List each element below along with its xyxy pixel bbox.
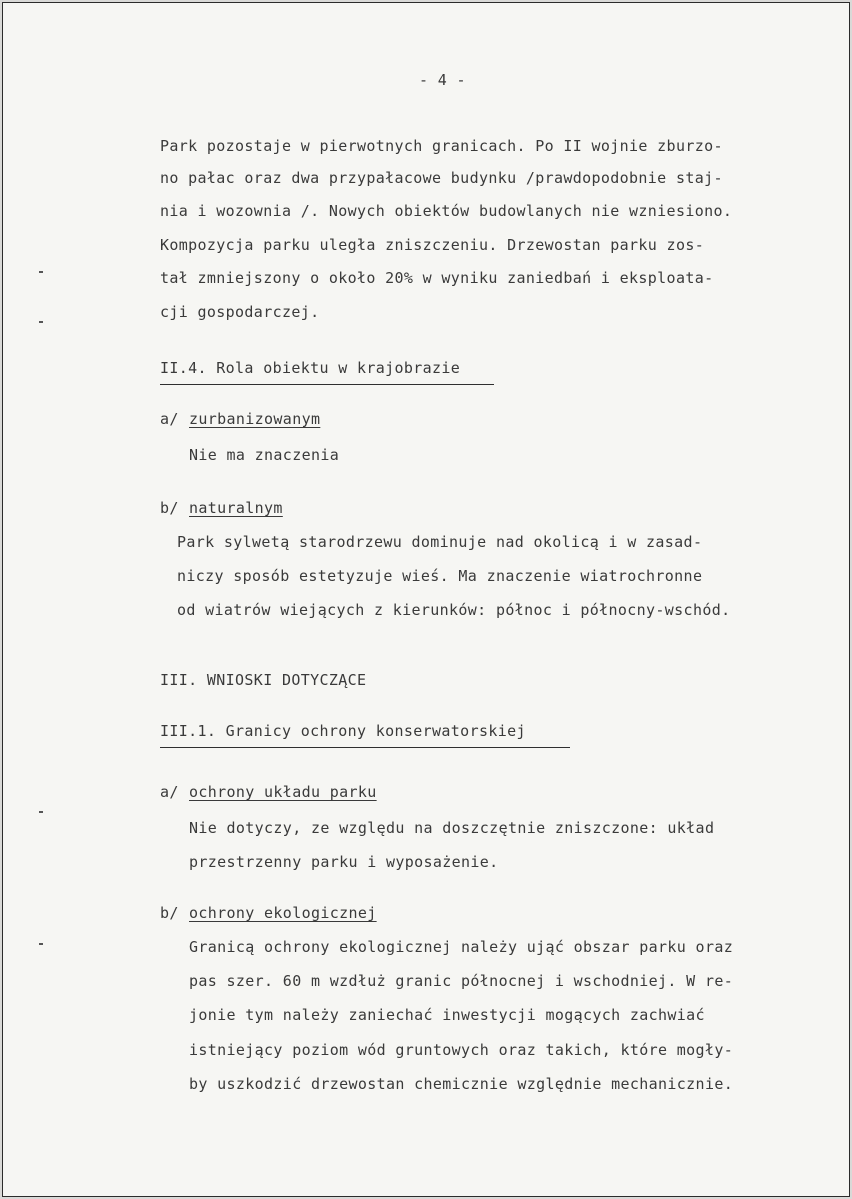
item-label: zurbanizowanym xyxy=(189,410,321,428)
item-marker: b/ xyxy=(160,499,179,517)
heading-underline xyxy=(160,384,494,385)
paragraph-line: tał zmniejszony o około 20% w wyniku zaniedbań i eksploata- xyxy=(160,269,714,287)
item-text: Nie ma znaczenia xyxy=(189,446,340,464)
margin-mark xyxy=(39,271,43,273)
page-number: - 4 - xyxy=(419,71,466,89)
item-label: ochrony układu parku xyxy=(189,783,377,801)
item-text-line: Granicą ochrony ekologicznej należy ująć obszar parku oraz xyxy=(189,938,734,956)
item-text-line: by uszkodzić drzewostan chemicznie względnie mechanicznie. xyxy=(189,1075,734,1093)
paragraph-line: Park pozostaje w pierwotnych granicach. Po II wojnie zburzo- xyxy=(160,137,723,155)
section-heading: II.4. Rola obiektu w krajobrazie xyxy=(160,359,461,377)
item-marker: b/ xyxy=(160,904,179,922)
paragraph-line: cji gospodarczej. xyxy=(160,303,320,321)
heading-underline xyxy=(160,747,570,748)
sub-heading: III.1. Granicy ochrony konserwatorskiej xyxy=(160,722,526,740)
document-page xyxy=(2,2,850,1197)
item-text-line: Park sylwetą starodrzewu dominuje nad okolicą i w zasad- xyxy=(177,533,703,551)
item-text-line: Nie dotyczy, ze względu na doszczętnie zniszczone: układ xyxy=(189,819,715,837)
item-marker: a/ xyxy=(160,783,179,801)
paragraph-line: no pałac oraz dwa przypałacowe budynku /prawdopodobnie staj- xyxy=(160,169,723,187)
paragraph-line: nia i wozownia /. Nowych obiektów budowlanych nie wzniesiono. xyxy=(160,202,733,220)
item-text-line: od wiatrów wiejących z kierunków: północ i północny-wschód. xyxy=(177,601,731,619)
item-label: ochrony ekologicznej xyxy=(189,904,377,922)
margin-mark xyxy=(39,811,43,813)
item-text-line: jonie tym należy zaniechać inwestycji mogących zachwiać xyxy=(189,1006,705,1024)
item-text-line: pas szer. 60 m wzdłuż granic północnej i wschodniej. W re- xyxy=(189,972,734,990)
item-label: naturalnym xyxy=(189,499,283,517)
margin-mark xyxy=(39,321,43,323)
paragraph-line: Kompozycja parku uległa zniszczeniu. Drzewostan parku zos- xyxy=(160,236,705,254)
margin-mark xyxy=(39,943,43,945)
item-text-line: przestrzenny parku i wyposażenie. xyxy=(189,853,499,871)
item-text-line: istniejący poziom wód gruntowych oraz takich, które mogły- xyxy=(189,1041,734,1059)
item-marker: a/ xyxy=(160,410,179,428)
item-text-line: niczy sposób estetyzuje wieś. Ma znaczenie wiatrochronne xyxy=(177,567,703,585)
section-heading: III. WNIOSKI DOTYCZĄCE xyxy=(160,671,367,689)
